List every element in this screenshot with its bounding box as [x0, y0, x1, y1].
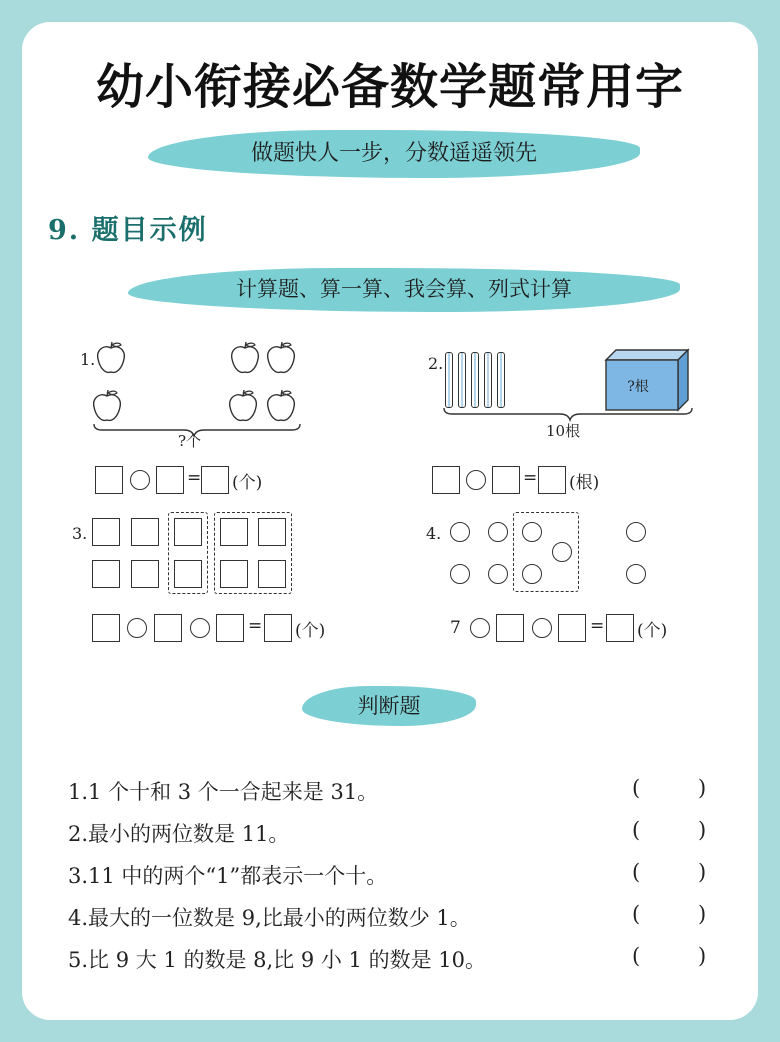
judge-section-title: 判断题 — [357, 694, 421, 718]
unit-label: (根) — [569, 473, 600, 493]
square-icon — [92, 518, 120, 546]
apple-icon — [268, 390, 295, 420]
circle-icon — [488, 522, 508, 542]
stick-icon — [458, 352, 466, 408]
page-title: 幼小衔接必备数学题常用字 — [95, 59, 684, 115]
answer-paren-close[interactable]: ) — [698, 944, 707, 968]
answer-box[interactable] — [496, 614, 524, 642]
problem-1-number: 1. — [80, 350, 96, 369]
answer-box[interactable] — [558, 614, 586, 642]
square-icon — [131, 560, 159, 588]
answer-paren-close[interactable]: ) — [698, 902, 707, 926]
answer-box[interactable] — [216, 614, 244, 642]
calc-section-title: 计算题、算一算、我会算、列式计算 — [236, 277, 572, 301]
problem-2-total-label: 10根 — [546, 422, 581, 440]
page-subtitle: 做题快人一步，分数遥遥领先 — [250, 141, 537, 166]
answer-paren-close[interactable]: ) — [698, 818, 707, 842]
answer-paren-open[interactable]: ( — [632, 860, 641, 884]
circle-icon — [450, 564, 470, 584]
judge-item: 1.1 个十和 3 个一合起来是 31。 — [68, 780, 379, 804]
judge-item: 5.比 9 大 1 的数是 8,比 9 小 1 的数是 10。 — [68, 948, 486, 972]
answer-box[interactable] — [264, 614, 292, 642]
operator-circle[interactable] — [532, 618, 552, 638]
judge-item: 2.最小的两位数是 11。 — [68, 822, 290, 846]
stick-box-label: ?根 — [627, 379, 649, 395]
apple-icon — [94, 390, 121, 420]
answer-box[interactable] — [606, 614, 634, 642]
problem-3-number: 3. — [72, 524, 88, 543]
answer-box[interactable] — [492, 466, 520, 494]
stick-icon — [445, 352, 453, 408]
problem-1-total-label: ?个 — [178, 432, 202, 450]
answer-box[interactable] — [432, 466, 460, 494]
apple-icon — [232, 342, 259, 372]
circle-icon — [626, 564, 646, 584]
equals-sign: = — [248, 616, 263, 636]
equals-sign: = — [523, 468, 538, 488]
apple-icon — [98, 342, 125, 372]
dashed-group-outline — [214, 512, 292, 594]
unit-label: (个) — [637, 621, 668, 641]
operator-circle[interactable] — [190, 618, 210, 638]
answer-paren-close[interactable]: ) — [698, 860, 707, 884]
dashed-group-outline — [168, 512, 208, 594]
operator-circle[interactable] — [466, 470, 486, 490]
equals-sign: = — [187, 468, 202, 488]
circle-icon — [450, 522, 470, 542]
answer-paren-open[interactable]: ( — [632, 818, 641, 842]
answer-paren-open[interactable]: ( — [632, 776, 641, 800]
answer-box[interactable] — [95, 466, 123, 494]
stick-icon — [471, 352, 479, 408]
answer-box[interactable] — [201, 466, 229, 494]
stick-icon — [497, 352, 505, 408]
circle-icon — [488, 564, 508, 584]
operator-circle[interactable] — [130, 470, 150, 490]
unit-label: (个) — [232, 473, 263, 493]
square-icon — [92, 560, 120, 588]
square-icon — [131, 518, 159, 546]
operator-circle[interactable] — [470, 618, 490, 638]
answer-paren-close[interactable]: ) — [698, 776, 707, 800]
answer-paren-open[interactable]: ( — [632, 902, 641, 926]
answer-box[interactable] — [538, 466, 566, 494]
circle-icon — [626, 522, 646, 542]
problem-4-number: 4. — [426, 524, 442, 543]
judge-item: 4.最大的一位数是 9,比最小的两位数少 1。 — [68, 906, 471, 930]
apple-icon — [268, 342, 295, 372]
operator-circle[interactable] — [127, 618, 147, 638]
apple-icon — [230, 390, 257, 420]
section-title: 9. 题目示例 — [48, 215, 208, 246]
answer-box[interactable] — [92, 614, 120, 642]
problem-2-number: 2. — [428, 354, 444, 373]
unit-label: (个) — [295, 621, 326, 641]
equals-sign: = — [590, 616, 605, 636]
answer-box[interactable] — [156, 466, 184, 494]
judge-item: 3.11 中的两个“1”都表示一个十。 — [68, 864, 388, 888]
stick-icon — [484, 352, 492, 408]
start-number: 7 — [450, 618, 461, 638]
dashed-group-outline — [513, 512, 579, 592]
answer-box[interactable] — [154, 614, 182, 642]
answer-paren-open[interactable]: ( — [632, 944, 641, 968]
